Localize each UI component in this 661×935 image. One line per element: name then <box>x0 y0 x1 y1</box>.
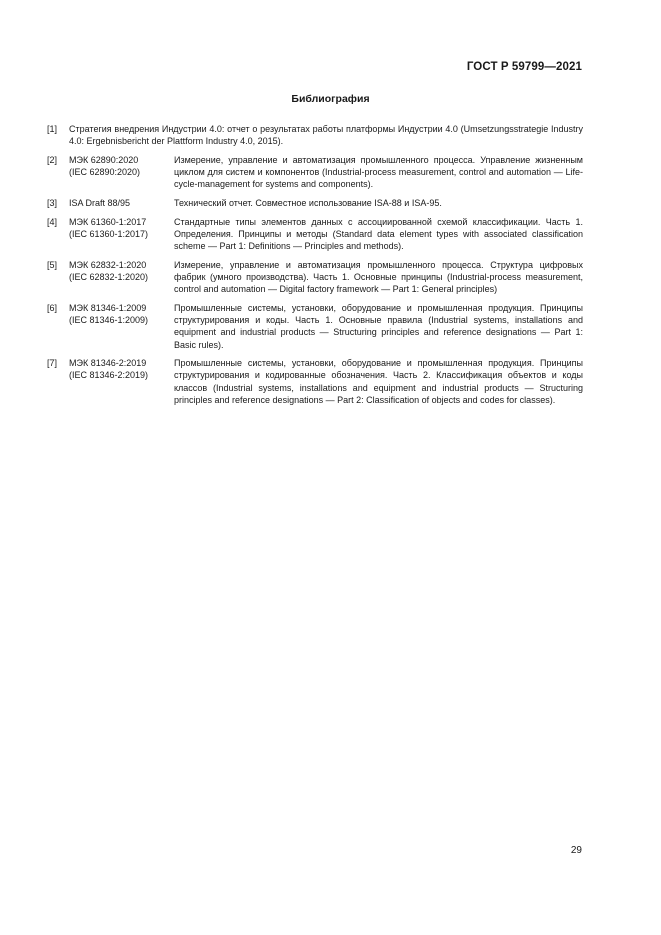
entry-number: [2] <box>47 154 58 165</box>
page-number: 29 <box>570 845 582 856</box>
entry-code: МЭК 61360-1:2017 (IEC 61360-1:2017) <box>69 216 149 239</box>
entry-number: [5] <box>47 259 58 270</box>
entry-text: Стратегия внедрения Индустрии 4.0: отчет о результатах работы платформы Индустрии 4.0 (Umsetzungsstrategie Industry 4.0: Ergebnisbericht der Plattform Industry 4.0, 2015). <box>69 124 583 147</box>
entry-code: МЭК 81346-1:2009 (IEC 81346-1:2009) <box>69 302 149 326</box>
bibliography-list <box>47 123 583 413</box>
entry-number: [3] <box>47 198 58 209</box>
entry-text: Измерение, управление и автоматизация промышленного процесса. Структура цифровых фабрик (умного производства). Часть 1. Основные принципы (Industrial-process measurement, control and automation — Digital factory framework — Part 1: General principles) <box>174 259 583 295</box>
entry-number: [6] <box>47 302 58 313</box>
entry-text: Стандартные типы элементов данных с ассоциированной схемой классификации. Часть 1. Определения. Принципы и методы (Standard data element types with associated classification scheme — Part 1: Definitions — Principles and methods). <box>174 216 583 252</box>
bibliography-entry <box>47 154 583 191</box>
entry-number: [1] <box>47 124 58 134</box>
bibliography-entry <box>47 123 583 147</box>
entry-code: МЭК 62832-1:2020 (IEC 62832-1:2020) <box>69 259 149 283</box>
bibliography-entry <box>47 216 583 253</box>
bibliography-entry <box>47 259 583 296</box>
standard-id-header: ГОСТ Р 59799—2021 <box>466 61 582 73</box>
entry-text: Измерение, управление и автоматизация промышленного процесса. Управление жизненным циклом для систем и компонентов (Industrial-process measurement, control and automation — Life-cycle-management for systems and components). <box>174 154 583 190</box>
section-title: Библиография <box>291 93 370 105</box>
entry-code: МЭК 81346-2:2019 (IEC 81346-2:2019) <box>69 358 149 381</box>
bibliography-entry <box>47 302 583 351</box>
bibliography-entry <box>47 357 583 406</box>
entry-text: Технический отчет. Совместное использование ISA-88 и ISA-95. <box>174 198 442 209</box>
entry-text: Промышленные системы, установки, оборудование и промышленная продукция. Принципы структурирования и кодированные обозначения. Часть 2. Классификация объектов и коды классов (Industrial systems, installations and equipment and industrial products — Structuring principles and reference designations — Part 2: Classification of objects and codes for classes). <box>174 358 583 405</box>
entry-code: МЭК 62890:2020 (IEC 62890:2020) <box>69 154 141 178</box>
entry-number: [7] <box>47 358 58 369</box>
entry-code: ISA Draft 88/95 <box>69 198 131 209</box>
entry-text: Промышленные системы, установки, оборудование и промышленная продукция. Принципы структурирования и коды. Часть 1. Основные правила (Industrial systems, installations and equipment and industrial products — Structuring principles and reference designations — Part 1: Basic rules). <box>174 302 583 350</box>
bibliography-entry <box>47 197 583 209</box>
entry-number: [4] <box>47 216 58 227</box>
